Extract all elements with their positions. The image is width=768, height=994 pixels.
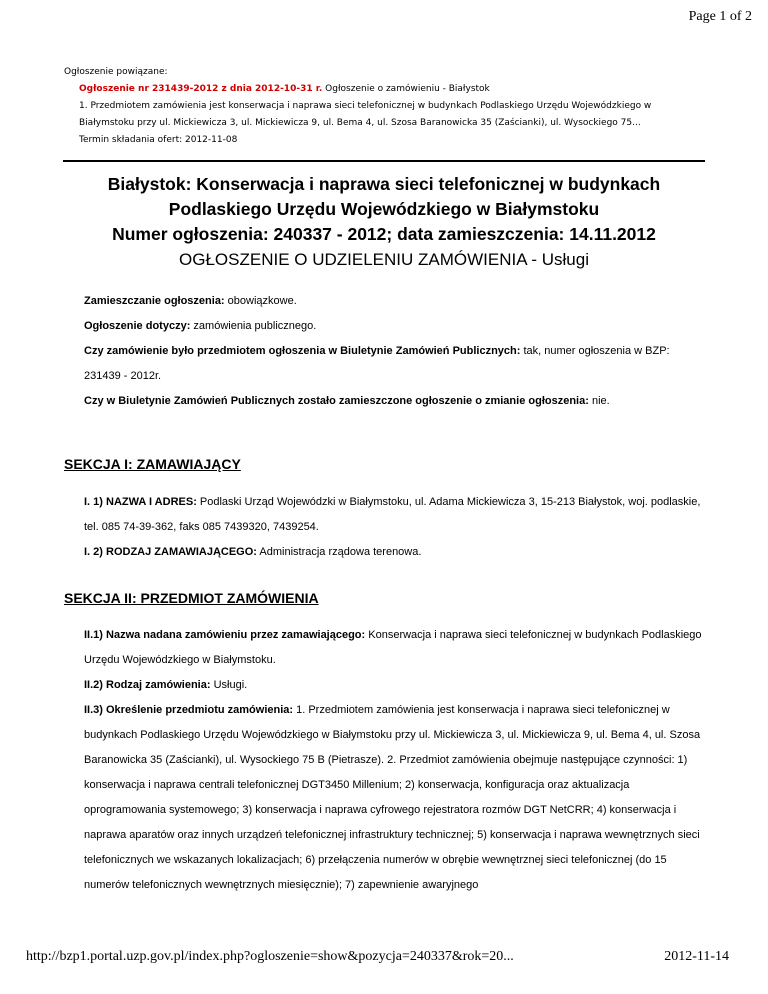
divider: [63, 160, 705, 162]
section-2-content: [84, 623, 704, 898]
notice-type: OGŁOSZENIE O UDZIELENIU ZAMÓWIENIA - Usługi: [179, 250, 589, 269]
related-reference-link[interactable]: Ogłoszenie nr 231439-2012 z dnia 2012-10-31 r.: [79, 84, 323, 94]
field-publication: Zamieszczanie ogłoszenia: obowiązkowe.: [84, 295, 297, 307]
footer-date: 2012-11-14: [664, 949, 729, 964]
section-2-heading: SEKCJA II: PRZEDMIOT ZAMÓWIENIA: [64, 590, 319, 606]
page-title: Białystok: Konserwacja i naprawa sieci telefonicznej w budynkach Podlaskiego Urzędu Wojewódzkiego w Białymstoku Numer ogłoszenia: 240337 - 2012; data zamieszczenia: 14.11.2012 OGŁOSZENIE O UDZIELENIU ZAMÓWIENIA - Usługi: [64, 172, 704, 272]
field-bzp: Czy zamówienie było przedmiotem ogłoszenia w Biuletynie Zamówień Publicznych: tak, numer ogłoszenia w BZP: 231439 - 2012r.: [84, 345, 670, 382]
field-order-type: II.2) Rodzaj zamówienia: Usługi.: [84, 679, 248, 691]
page-number: Page 1 of 2: [688, 9, 752, 24]
related-notice: [64, 64, 704, 149]
related-reference: Ogłoszenie nr 231439-2012 z dnia 2012-10-31 r. Ogłoszenie o zamówieniu - Białystok: [79, 84, 490, 94]
field-change: Czy w Biuletynie Zamówień Publicznych zostało zamieszczone ogłoszenie o zmianie ogłoszenia: nie.: [84, 395, 610, 407]
field-contracting-type: I. 2) RODZAJ ZAMAWIAJĄCEGO: Administracja rządowa terenowa.: [84, 546, 422, 558]
field-order-name: II.1) Nazwa nadana zamówieniu przez zamawiającego: Konserwacja i naprawa sieci telefonicznej w budynkach Podlaskiego Urzędu Wojewódzkiego w Białymstoku.: [84, 629, 702, 666]
footer-url[interactable]: http://bzp1.portal.uzp.gov.pl/index.php?ogloszenie=show&pozycja=240337&rok=20...: [26, 949, 514, 964]
page-footer: [26, 949, 729, 965]
related-label: Ogłoszenie powiązane:: [64, 67, 168, 77]
related-deadline: Termin składania ofert: 2012-11-08: [79, 135, 238, 145]
intro-fields: [84, 289, 704, 414]
field-order-subject: II.3) Określenie przedmiotu zamówienia: 1. Przedmiotem zamówienia jest konserwacja i naprawa sieci telefonicznej w budynkach Podlaskiego Urzędu Wojewódzkiego w Białymstoku przy ul. Mickiewicza 3, ul. Mickiewicza 9, ul. Bema 4, ul. Szosa Baranowicka 35 (Zaścianki), ul. Wysockiego 75 B (Pietrasze). 2. Przedmiot zamówienia obejmuje następujące czynności: 1) konserwacja i naprawa centrali telefonicznej DGT3450 Millenium; 2) konserwacja, konfiguracja oraz aktualizacja oprogramowania systemowego; 3) konserwacja i naprawa cyfrowego rejestratora rozmów DGT NetCRR; 4) konserwacja i naprawa aparatów oraz innych urządzeń telefonicznej infrastruktury technicznej; 5) konserwacja i naprawa wewnętrznych sieci telefonicznych we wskazanych lokalizacjach; 6) przełączenia numerów w obrębie wewnętrznej sieci telefonicznej (do 15 numerów telefonicznych wewnętrznych miesięcznie); 7) zapewnienie awaryjnego: [84, 704, 701, 891]
section-1-heading: SEKCJA I: ZAMAWIAJĄCY: [64, 456, 241, 472]
related-body: 1. Przedmiotem zamówienia jest konserwacja i naprawa sieci telefonicznej w budynkach Podlaskiego Urzędu Wojewódzkiego w Białymstoku przy ul. Mickiewicza 3, ul. Mickiewicza 9, ul. Bema 4, ul. Szosa Baranowicka 35 (Zaścianki), ul. Wysockiego 75...: [79, 101, 652, 128]
section-1-content: [84, 490, 704, 565]
field-name-address: I. 1) NAZWA I ADRES: Podlaski Urząd Wojewódzki w Białymstoku, ul. Adama Mickiewicza 3, 15-213 Białystok, woj. podlaskie, tel. 085 74-39-362, faks 085 7439320, 7439254.: [84, 496, 701, 533]
field-concerns: Ogłoszenie dotyczy: zamówienia publicznego.: [84, 320, 317, 332]
